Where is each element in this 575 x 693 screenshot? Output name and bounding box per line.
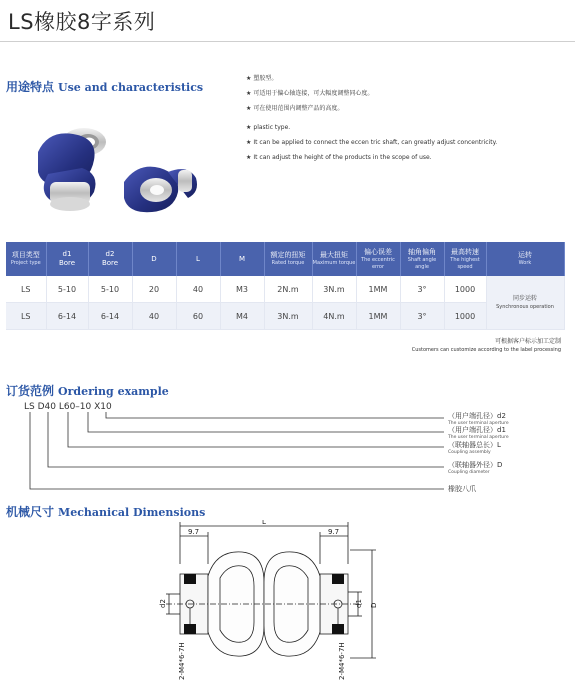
table-cell: 60 xyxy=(176,303,220,330)
table-cell: 3° xyxy=(400,276,444,303)
table-cell: 3N.m xyxy=(312,276,356,303)
header-cell: L xyxy=(176,242,220,276)
feature-item: ★ 可在使用范围内调整产品的高度。 xyxy=(246,105,344,112)
table-cell: 2N.m xyxy=(264,276,312,303)
header-cell: 运转 Work xyxy=(486,242,564,276)
dim-L-label: L xyxy=(262,520,266,526)
small-coupling xyxy=(124,167,197,213)
table-cell: M3 xyxy=(220,276,264,303)
table-cell: 1000 xyxy=(444,276,486,303)
header-cell: 轴角偏角 Shaft angle angle xyxy=(400,242,444,276)
custom-note xyxy=(412,337,561,355)
ordering-heading xyxy=(6,382,169,399)
custom-note-en: Customers can customize according to the label processing xyxy=(411,347,561,353)
dim-9.7-left: 9.7 xyxy=(188,528,200,536)
custom-note-cn: 可根据客户标示加工定制 xyxy=(494,338,561,345)
feature-item: ★ plastic type. xyxy=(246,124,291,131)
header-cell: D xyxy=(132,242,176,276)
header-cell: 偏心误差 The eccentric error xyxy=(356,242,400,276)
order-code: LS D40 L60–10 X10 xyxy=(24,402,112,412)
page-title: LS橡胶8字系列 xyxy=(8,10,156,34)
header-cell: d1 Bore xyxy=(46,242,88,276)
spec-table xyxy=(6,242,565,330)
dim-d1-label: d1 xyxy=(355,599,363,608)
screw-right-label: 2-M4*6-7H xyxy=(338,642,346,680)
work-en: Synchronous operation xyxy=(496,303,554,310)
table-cell: 20 xyxy=(132,276,176,303)
ordering-heading-cn: 订货范例 xyxy=(6,384,55,398)
order-label-d2: （用户端孔径）d2 The user terminal aperture xyxy=(448,412,509,426)
mechanical-drawing xyxy=(150,520,380,690)
table-cell: 6-14 xyxy=(46,303,88,330)
table-cell: 6-14 xyxy=(88,303,132,330)
usage-heading xyxy=(6,78,203,95)
mech-heading xyxy=(6,503,205,520)
order-label-claw: 橡胶八爪 xyxy=(448,485,476,493)
header-cell: 项目类型 Project type xyxy=(6,242,46,276)
table-cell: 4N.m xyxy=(312,303,356,330)
dim-9.7-right: 9.7 xyxy=(328,528,340,536)
title-divider xyxy=(0,41,575,42)
header-cell: M xyxy=(220,242,264,276)
mech-heading-en: Mechanical Dimensions xyxy=(58,506,206,519)
table-cell: 40 xyxy=(132,303,176,330)
table-cell: LS xyxy=(6,303,46,330)
table-cell: LS xyxy=(6,276,46,303)
table-header-row xyxy=(6,242,564,276)
header-cell: 最大扭矩 Maximum torque xyxy=(312,242,356,276)
work-cell xyxy=(486,276,564,330)
large-coupling xyxy=(38,128,106,211)
order-label-d1: （用户端孔径）d1 The user terminal aperture xyxy=(448,426,509,440)
feature-item: ★ It can adjust the height of the products in the scope of use. xyxy=(246,154,432,161)
table-cell: 40 xyxy=(176,276,220,303)
header-cell: d2 Bore xyxy=(88,242,132,276)
screw-left-label: 2-M4*6-7H xyxy=(178,642,186,680)
table-row xyxy=(6,303,564,330)
ordering-heading-en: Ordering example xyxy=(58,385,169,398)
dim-d2-label: d2 xyxy=(159,599,167,608)
table-cell: 1MM xyxy=(356,276,400,303)
table-cell: 1000 xyxy=(444,303,486,330)
dim-D-label: D xyxy=(370,602,378,608)
usage-heading-en: Use and characteristics xyxy=(58,81,204,94)
order-label-D: （联轴器外径）D Coupling diameter xyxy=(448,461,503,475)
table-cell: M4 xyxy=(220,303,264,330)
table-cell: 5-10 xyxy=(88,276,132,303)
feature-item: ★ It can be applied to connect the eccen tric shaft, can greatly adjust concentricity. xyxy=(246,139,498,146)
feature-item: ★ 可适用于偏心轴连接，可大幅度调整同心度。 xyxy=(246,90,374,97)
table-cell: 5-10 xyxy=(46,276,88,303)
order-label-L: （联轴器总长）L Coupling assembly xyxy=(448,441,501,455)
mech-heading-cn: 机械尺寸 xyxy=(6,505,55,519)
table-cell: 3N.m xyxy=(264,303,312,330)
table-row xyxy=(6,276,564,303)
product-image xyxy=(28,112,218,224)
work-cn: 同步运转 xyxy=(512,294,537,302)
header-cell: 最高转速 The highest speed xyxy=(444,242,486,276)
usage-heading-cn: 用途特点 xyxy=(6,80,55,94)
header-cell: 额定的扭矩 Rated torque xyxy=(264,242,312,276)
table-cell: 3° xyxy=(400,303,444,330)
table-cell: 1MM xyxy=(356,303,400,330)
feature-item: ★ 塑胶型。 xyxy=(246,75,278,82)
